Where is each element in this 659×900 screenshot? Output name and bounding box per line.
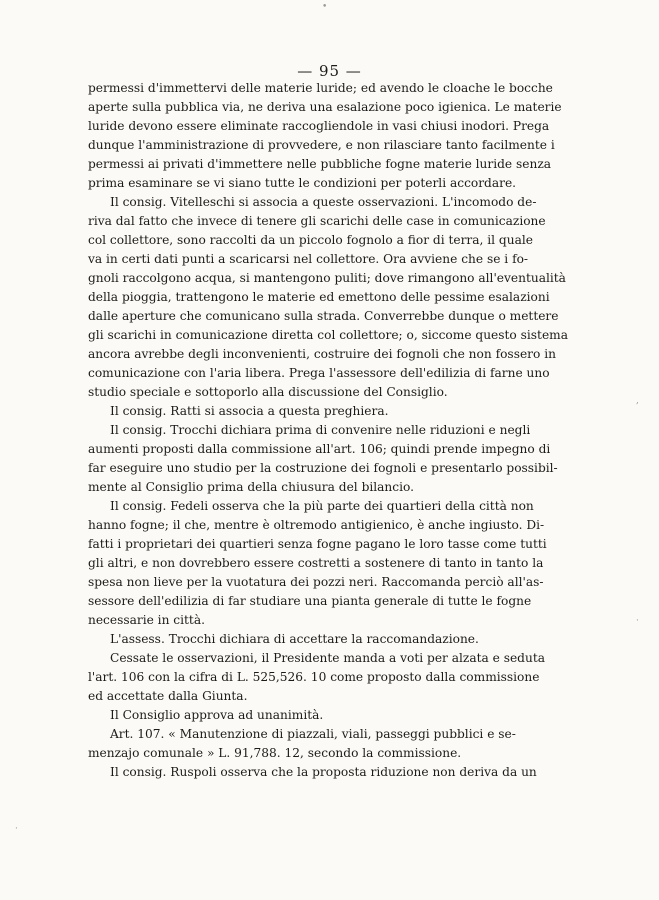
body-text — [88, 79, 568, 782]
text-line: spesa non lieve per la vuotatura dei pozzi neri. Raccomanda perciò all'as- — [88, 575, 544, 589]
text-line: menzajo comunale » L. 91,788. 12, secondo la commissione. — [88, 746, 462, 760]
text-line: sessore dell'edilizia di far studiare una pianta generale di tutte le fogne — [88, 594, 532, 608]
text-line: prima esaminare se vi siano tutte le condizioni per poterli accordare. — [88, 176, 517, 190]
text-line: dalle aperture che comunicano sulla strada. Converrebbe dunque o mettere — [88, 309, 559, 323]
text-line: col collettore, sono raccolti da un piccolo fognolo a fior di terra, il quale — [88, 233, 533, 247]
text-line: Cessate le osservazioni, il Presidente manda a voti per alzata e seduta — [110, 651, 545, 665]
text-line: Il consig. Vitelleschi si associa a queste osservazioni. L'incomodo de- — [110, 195, 537, 209]
text-line: luride devono essere eliminate raccogliendole in vasi chiusi inodori. Prega — [88, 119, 550, 133]
text-line: gnoli raccolgono acqua, si mantengono puliti; dove rimangono all'eventualità — [88, 271, 566, 285]
text-line: va in certi dati punti a scaricarsi nel collettore. Ora avviene che se i fo- — [88, 252, 529, 266]
text-line: ancora avrebbe degli inconvenienti, costruire dei fognoli che non fossero in — [88, 347, 556, 361]
page-number: — 95 — — [297, 62, 362, 80]
text-line: Il consig. Trocchi dichiara prima di convenire nelle riduzioni e negli — [110, 423, 531, 437]
scan-speck: , — [636, 396, 639, 406]
scan-speck: · — [15, 824, 18, 834]
text-line: Il consig. Ratti si associa a questa preghiera. — [110, 404, 389, 418]
text-line: permessi d'immettervi delle materie luride; ed avendo le cloache le bocche — [88, 81, 553, 95]
text-line: gli altri, e non dovrebbero essere costretti a sostenere di tanto in tanto la — [88, 556, 544, 570]
text-line: Il consig. Fedeli osserva che la più parte dei quartieri della città non — [110, 499, 534, 513]
scan-speck: • — [322, 2, 328, 12]
text-line: Art. 107. « Manutenzione di piazzali, viali, passeggi pubblici e se- — [110, 727, 516, 741]
scan-speck: · — [636, 616, 639, 626]
text-line: l'art. 106 con la cifra di L. 525,526. 10 come proposto dalla commissione — [88, 670, 540, 684]
text-line: gli scarichi in comunicazione diretta col collettore; o, siccome questo sistema — [88, 328, 568, 342]
text-line: della pioggia, trattengono le materie ed emettono delle pessime esalazioni — [88, 290, 550, 304]
text-line: studio speciale e sottoporlo alla discussione del Consiglio. — [88, 385, 448, 399]
text-line: aumenti proposti dalla commissione all'art. 106; quindi prende impegno di — [88, 442, 551, 456]
text-line: far eseguire uno studio per la costruzione dei fognoli e presentarlo possibil- — [88, 461, 558, 475]
text-line: mente al Consiglio prima della chiusura del bilancio. — [88, 480, 414, 494]
text-line: aperte sulla pubblica via, ne deriva una esalazione poco igienica. Le materie — [88, 100, 562, 114]
text-line: comunicazione con l'aria libera. Prega l'assessore dell'edilizia di farne uno — [88, 366, 550, 380]
text-line: dunque l'amministrazione di provvedere, e non rilasciare tanto facilmente i — [88, 138, 555, 152]
text-line: Il Consiglio approva ad unanimità. — [110, 708, 324, 722]
text-line: necessarie in città. — [88, 613, 205, 627]
text-line: fatti i proprietari dei quartieri senza fogne pagano le loro tasse come tutti — [88, 537, 547, 551]
text-line: riva dal fatto che invece di tenere gli scarichi delle case in comunicazione — [88, 214, 546, 228]
text-line: hanno fogne; il che, mentre è oltremodo antigienico, è anche ingiusto. Di- — [88, 518, 545, 532]
text-line: ed accettate dalla Giunta. — [88, 689, 248, 703]
text-line: permessi ai privati d'immettere nelle pubbliche fogne materie luride senza — [88, 157, 552, 171]
text-line: L'assess. Trocchi dichiara di accettare la raccomandazione. — [110, 632, 479, 646]
text-line: Il consig. Ruspoli osserva che la proposta riduzione non deriva da un — [110, 765, 537, 779]
